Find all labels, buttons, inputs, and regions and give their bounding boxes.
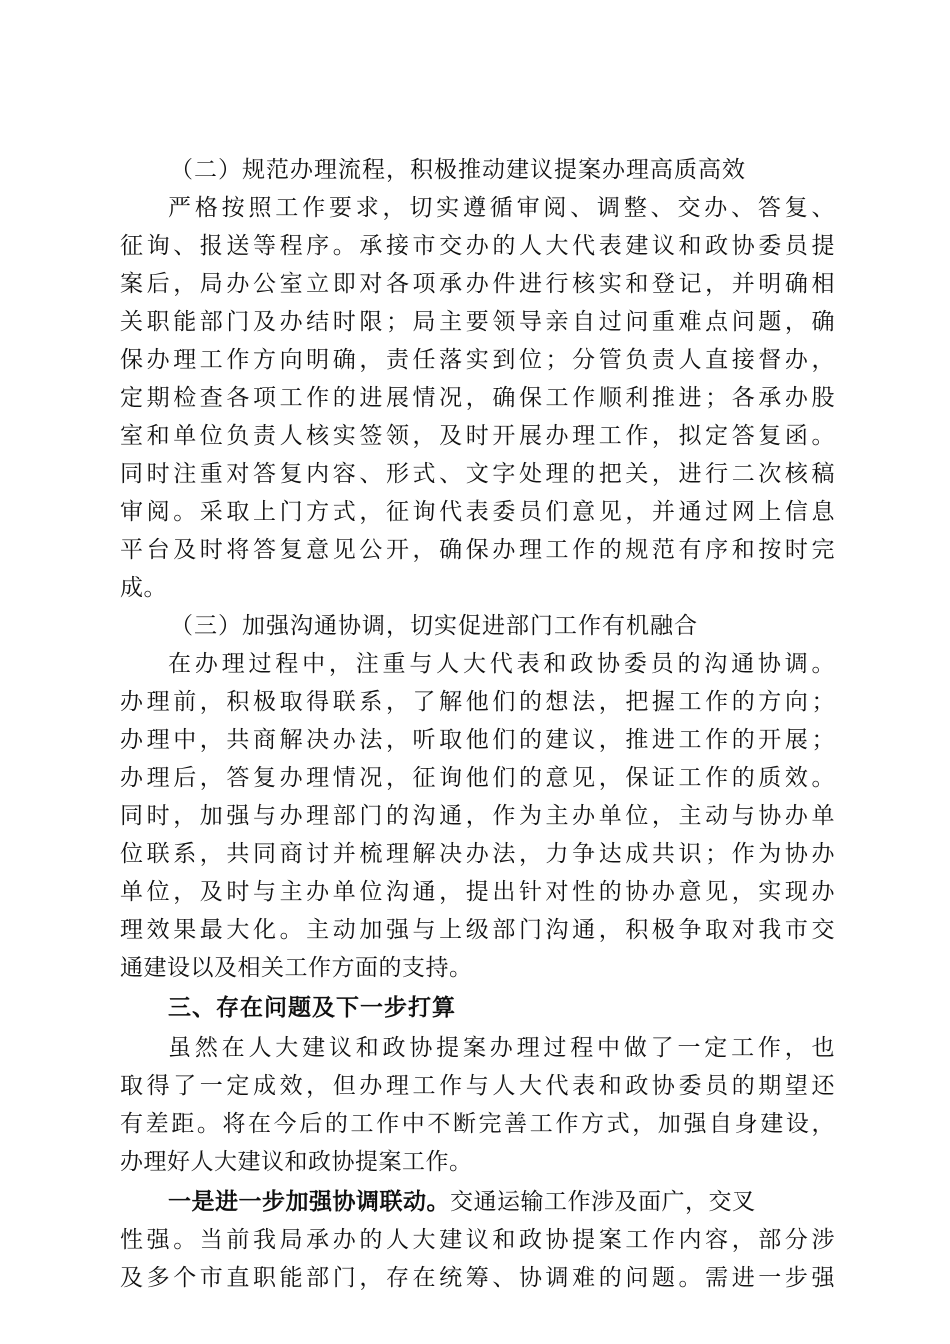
item-1-first-rest: 交通运输工作涉及面广，交叉 <box>450 1189 756 1215</box>
paragraph-line: 同时注重对答复内容、形式、文字处理的把关，进行二次核稿 <box>120 461 835 487</box>
paragraph-line: 同时，加强与办理部门的沟通，作为主办单位，主动与协办单 <box>120 803 835 829</box>
paragraph-line: 平台及时将答复意见公开，确保办理工作的规范有序和按时完 <box>120 537 835 563</box>
item-1-lead: 一是进一步加强协调联动。 <box>168 1189 450 1215</box>
paragraph-line: 虽然在人大建议和政协提案办理过程中做了一定工作，也 <box>168 1035 835 1061</box>
paragraph-line: 理效果最大化。主动加强与上级部门沟通，积极争取对我市交 <box>120 917 835 943</box>
paragraph-line: 案后，局办公室立即对各项承办件进行核实和登记，并明确相 <box>120 271 835 297</box>
paragraph-line: 审阅。采取上门方式，征询代表委员们意见，并通过网上信息 <box>120 499 835 525</box>
paragraph-line: 关职能部门及办结时限；局主要领导亲自过问重难点问题，确 <box>120 309 835 335</box>
paragraph-line: 位联系，共同商讨并梳理解决办法，力争达成共识；作为协办 <box>120 841 835 867</box>
paragraph-line: 办理前，积极取得联系，了解他们的想法，把握工作的方向； <box>120 689 835 715</box>
paragraph-line: 办理好人大建议和政协提案工作。 <box>120 1149 473 1175</box>
paragraph-line: 在办理过程中，注重与人大代表和政协委员的沟通协调。 <box>168 651 835 677</box>
paragraph-line: 保办理工作方向明确，责任落实到位；分管负责人直接督办， <box>120 347 835 373</box>
paragraph-line: 办理中，共商解决办法，听取他们的建议，推进工作的开展； <box>120 727 835 753</box>
paragraph-line: 单位，及时与主办单位沟通，提出针对性的协办意见，实现办 <box>120 879 835 905</box>
item-1-first-line <box>168 1184 835 1220</box>
paragraph-line: 室和单位负责人核实签领，及时开展办理工作，拟定答复函。 <box>120 423 835 449</box>
paragraph-line: 及多个市直职能部门，存在统筹、协调难的问题。需进一步强 <box>120 1265 835 1291</box>
part-3-heading: 三、存在问题及下一步打算 <box>168 995 456 1021</box>
paragraph-line: 性强。当前我局承办的人大建议和政协提案工作内容，部分涉 <box>120 1227 835 1253</box>
paragraph-line: 通建设以及相关工作方面的支持。 <box>120 955 473 981</box>
paragraph-line: 有差距。将在今后的工作中不断完善工作方式，加强自身建设， <box>120 1111 835 1137</box>
paragraph-line: 成。 <box>120 575 167 601</box>
section-2-heading: （二）规范办理流程，积极推动建议提案办理高质高效 <box>170 157 746 183</box>
section-3-heading: （三）加强沟通协调，切实促进部门工作有机融合 <box>170 613 698 639</box>
paragraph-line: 征询、报送等程序。承接市交办的人大代表建议和政协委员提 <box>120 233 835 259</box>
paragraph-line: 取得了一定成效，但办理工作与人大代表和政协委员的期望还 <box>120 1073 835 1099</box>
paragraph-line: 办理后，答复办理情况，征询他们的意见，保证工作的质效。 <box>120 765 835 791</box>
paragraph-line: 定期检查各项工作的进展情况，确保工作顺利推进；各承办股 <box>120 385 835 411</box>
paragraph-line: 严格按照工作要求，切实遵循审阅、调整、交办、答复、 <box>168 195 835 221</box>
